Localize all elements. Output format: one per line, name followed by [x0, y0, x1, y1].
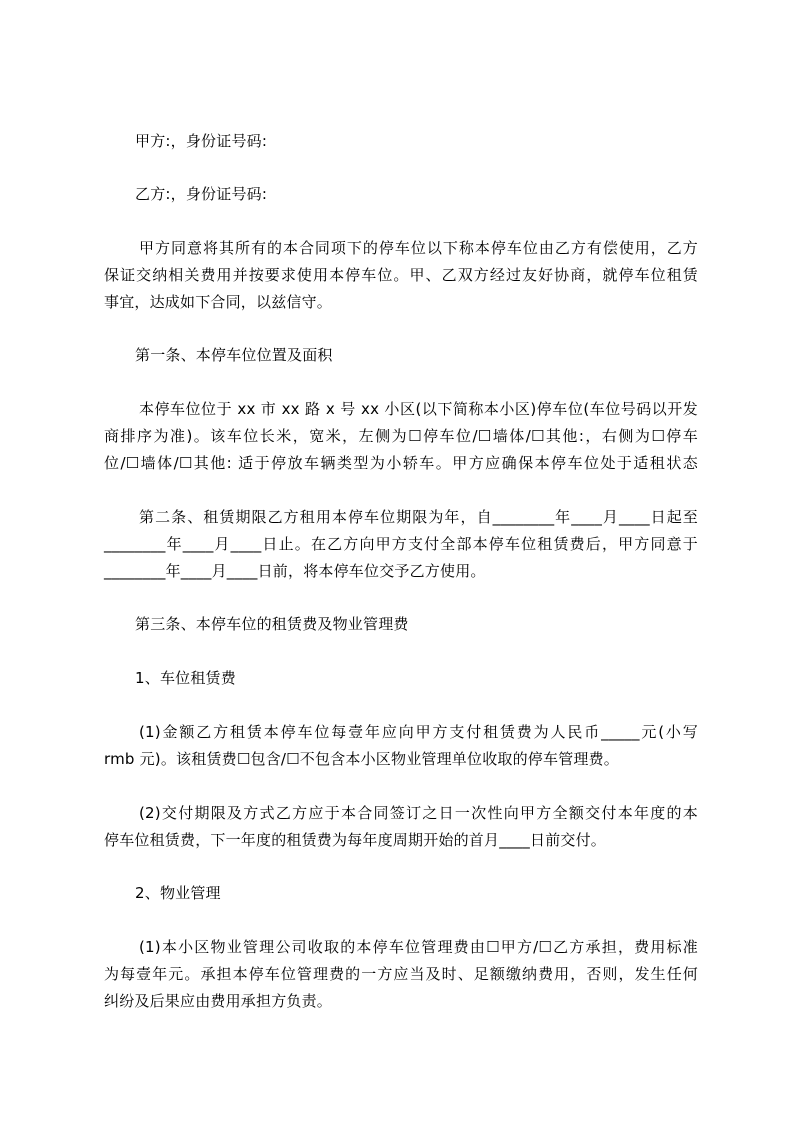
intro-line-1: 甲方同意将其所有的本合同项下的停车位以下称本停车位由乙方有偿使用，乙方 — [139, 239, 698, 257]
article-2-line-3: ________年____月____日前，将本停车位交予乙方使用。 — [104, 562, 486, 580]
section-2-item-1-line-3: 纠纷及后果应由费用承担方负责。 — [104, 992, 333, 1010]
party-b-line: 乙方:，身份证号码: — [135, 185, 268, 203]
section-2-item-1-line-1: (1)本小区物业管理公司收取的本停车位管理费由☐甲方/☐乙方承担，费用标准 — [139, 938, 698, 956]
article-2-line-1: 第二条、租赁期限乙方租用本停车位期限为年，自________年____月____日起至 — [139, 508, 698, 526]
section-1-title: 1、车位租赁费 — [135, 669, 236, 687]
article-3-title: 第三条、本停车位的租赁费及物业管理费 — [135, 615, 409, 633]
section-2-item-1-line-2: 为每壹年元。承担本停车位管理费的一方应当及时、足额缴纳费用，否则，发生任何 — [104, 965, 698, 983]
intro-line-3: 事宜，达成如下合同，以兹信守。 — [104, 293, 333, 311]
section-1-item-1-line-1: (1)金额乙方租赁本停车位每壹年应向甲方支付租赁费为人民币_____元(小写 — [139, 723, 698, 741]
party-a-line: 甲方:，身份证号码: — [135, 132, 268, 150]
article-1-line-2: 商排序为准)。该车位长米，宽米，左侧为☐停车位/☐墙体/☐其他:，右侧为☐停车 — [104, 427, 698, 445]
article-1-line-1: 本停车位位于 xx 市 xx 路 x 号 xx 小区(以下简称本小区)停车位(车位号码以开发 — [139, 400, 698, 418]
article-1-line-3: 位/☐墙体/☐其他: 适于停放车辆类型为小轿车。甲方应确保本停车位处于适租状态 — [104, 454, 698, 472]
section-1-item-1-line-2: rmb 元)。该租赁费☐包含/☐不包含本小区物业管理单位收取的停车管理费。 — [104, 750, 620, 768]
intro-line-2: 保证交纳相关费用并按要求使用本停车位。甲、乙双方经过友好协商，就停车位租赁 — [104, 266, 698, 284]
section-1-item-2-line-1: (2)交付期限及方式乙方应于本合同签订之日一次性向甲方全额交付本年度的本 — [139, 804, 698, 822]
article-2-line-2: ________年____月____日止。在乙方向甲方支付全部本停车位租赁费后，甲方同意于 — [104, 535, 698, 553]
article-1-title: 第一条、本停车位位置及面积 — [135, 346, 333, 364]
section-1-item-2-line-2: 停车位租赁费，下一年度的租赁费为每年度周期开始的首月____日前交付。 — [104, 831, 607, 849]
section-2-title: 2、物业管理 — [135, 884, 221, 902]
